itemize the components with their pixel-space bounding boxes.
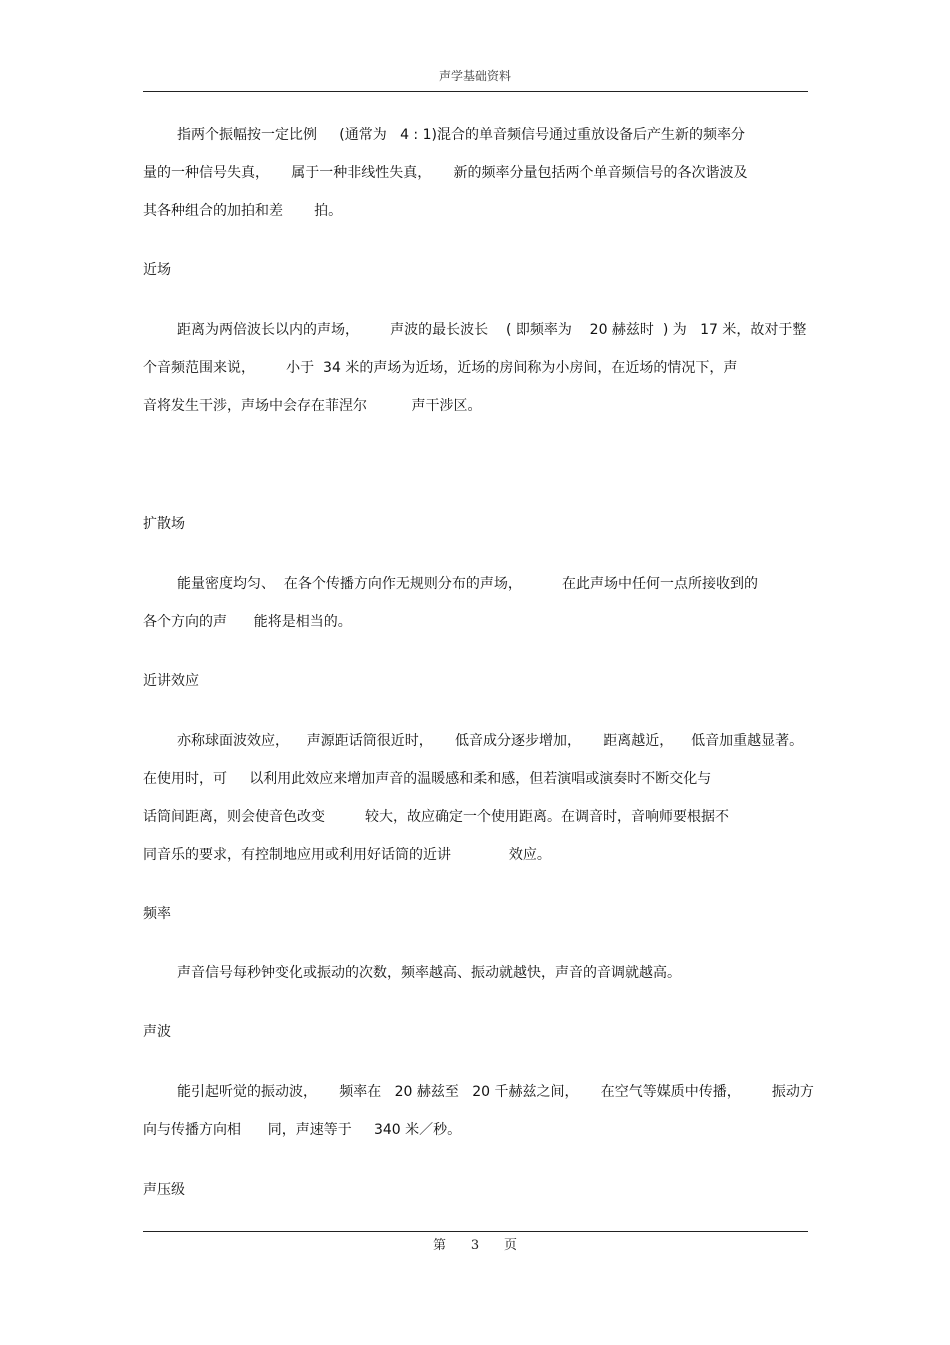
term-heading: 声压级 (143, 1182, 185, 1198)
paragraph-line: 能引起听觉的振动波， 频率在 20 赫兹至 20 千赫兹之间， 在空气等媒质中传播， 振动方 (177, 1084, 814, 1100)
paragraph-line: 音将发生干涉，声场中会存在菲涅尔 声干涉区。 (143, 398, 482, 414)
term-heading: 近场 (143, 262, 171, 278)
paragraph-line: 量的一种信号失真， 属于一种非线性失真， 新的频率分量包括两个单音频信号的各次谐波及 (143, 165, 748, 181)
paragraph-line: 距离为两倍波长以内的声场， 声波的最长波长 ( 即频率为 20 赫兹时 ) 为 17 米，故对于整 (177, 322, 807, 338)
paragraph-line: 亦称球面波效应， 声源距话筒很近时， 低音成分逐步增加， 距离越近， 低音加重越显著。 (177, 733, 804, 749)
page-number: 3 (470, 1238, 480, 1253)
paragraph-line: 声音信号每秒钟变化或振动的次数，频率越高、振动就越快，声音的音调就越高。 (177, 965, 681, 981)
term-heading: 声波 (143, 1024, 171, 1040)
paragraph-line: 各个方向的声 能将是相当的。 (143, 614, 352, 630)
paragraph-line: 能量密度均匀、 在各个传播方向作无规则分布的声场， 在此声场中任何一点所接收到的 (177, 576, 758, 592)
paragraph-line: 在使用时，可 以利用此效应来增加声音的温暖感和柔和感，但若演唱或演奏时不断交化与 (143, 771, 712, 787)
page-label-suffix: 页 (503, 1238, 517, 1253)
page-label-prefix: 第 (433, 1238, 447, 1253)
footer-divider (143, 1231, 808, 1232)
page-header-title: 声学基础资料 (438, 69, 511, 83)
paragraph-line: 同音乐的要求，有控制地应用或利用好话筒的近讲 效应。 (143, 847, 551, 863)
header-divider (143, 91, 808, 92)
paragraph-line: 向与传播方向相 同，声速等于 340 米／秒。 (143, 1122, 462, 1138)
paragraph-line: 个音频范围来说， 小于 34 米的声场为近场，近场的房间称为小房间，在近场的情况下，声 (143, 360, 738, 376)
term-heading: 频率 (143, 906, 171, 922)
term-heading: 近讲效应 (143, 673, 199, 689)
paragraph-line: 话筒间距离，则会使音色改变 较大，故应确定一个使用距离。在调音时，音响师要根据不 (143, 809, 730, 825)
paragraph-line: 其各种组合的加拍和差 拍。 (143, 203, 343, 219)
page-footer (0, 1234, 950, 1253)
term-heading: 扩散场 (143, 516, 185, 532)
paragraph-line: 指两个振幅按一定比例 (通常为 4 : 1)混合的单音频信号通过重放设备后产生新的频率分 (177, 127, 745, 143)
